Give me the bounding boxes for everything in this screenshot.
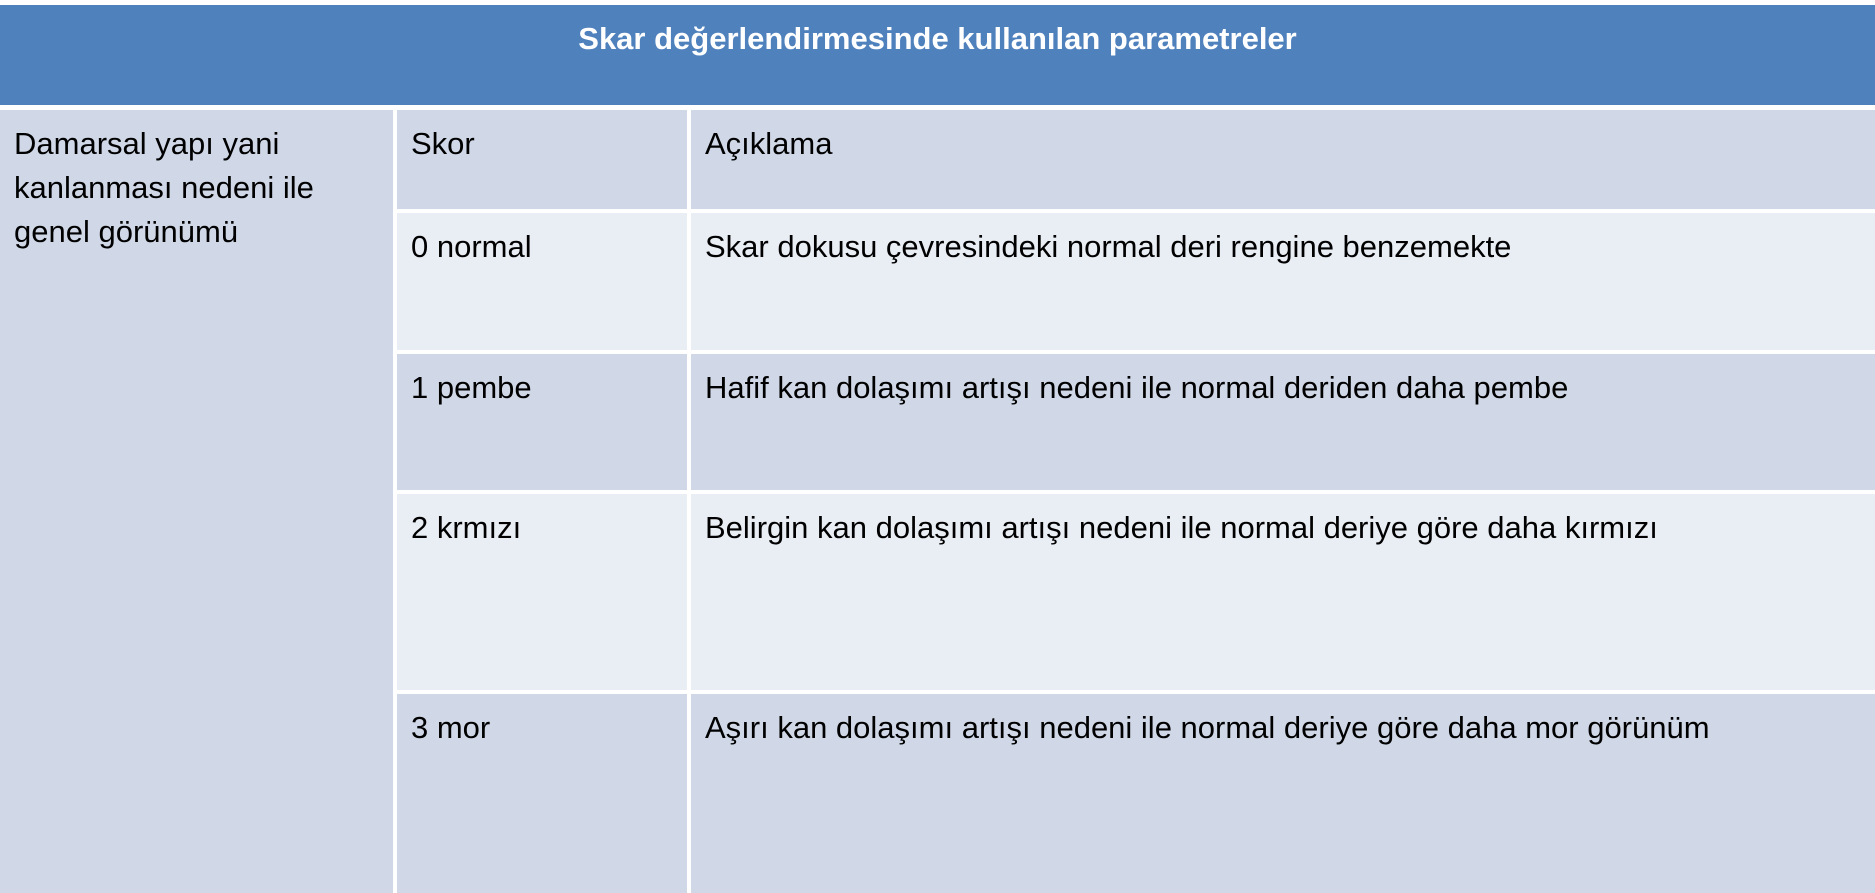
table-row [397,494,1875,690]
score-cell: 3 mor [397,694,687,893]
score-cell: 0 normal [397,213,687,350]
scar-parameters-table [0,5,1875,893]
description-cell: Hafif kan dolaşımı artışı nedeni ile normal deriden daha pembe [691,354,1875,490]
description-cell: Skar dokusu çevresindeki normal deri rengine benzemekte [691,213,1875,350]
table-row [397,694,1875,893]
column-header-description: Açıklama [691,110,1875,209]
score-cell: 2 krmızı [397,494,687,690]
table-row [397,354,1875,490]
score-cell: 1 pembe [397,354,687,490]
description-cell: Aşırı kan dolaşımı artışı nedeni ile normal deriye göre daha mor görünüm [691,694,1875,893]
table-header-row [397,110,1875,209]
description-cell: Belirgin kan dolaşımı artışı nedeni ile normal deriye göre daha kırmızı [691,494,1875,690]
table-title: Skar değerlendirmesinde kullanılan parametreler [0,5,1875,105]
table-row [397,213,1875,350]
parameter-cell: Damarsal yapı yani kanlanması nedeni ile genel görünümü [0,110,393,893]
column-header-score: Skor [397,110,687,209]
